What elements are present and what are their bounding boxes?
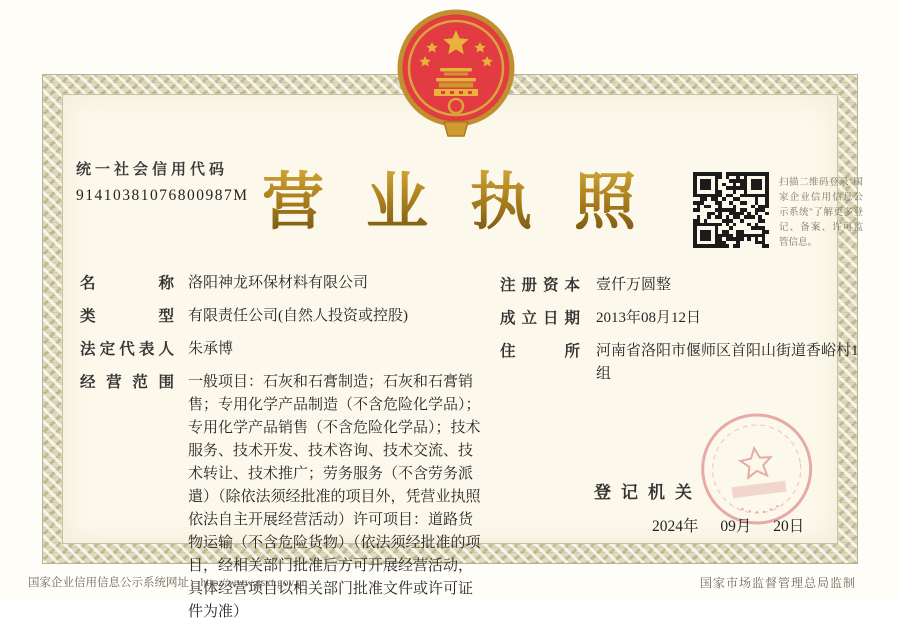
credit-code-block xyxy=(76,158,249,205)
issue-month: 09月 xyxy=(720,518,752,535)
registration-authority-label: 登记机关 xyxy=(594,483,702,502)
field-label: 经营范围 xyxy=(80,374,174,391)
field-value: 壹仟万圆整 xyxy=(596,277,672,293)
field-label: 名称 xyxy=(80,275,174,292)
field-label: 住所 xyxy=(500,343,580,360)
credit-code-value: 91410381076800987M xyxy=(76,187,249,204)
credit-code-label: 统一社会信用代码 xyxy=(76,161,229,178)
field-address xyxy=(500,340,872,386)
field-label: 类型 xyxy=(80,308,174,325)
field-name xyxy=(80,272,482,295)
field-type xyxy=(80,305,482,328)
field-establishment-date xyxy=(500,307,872,330)
field-label: 成立日期 xyxy=(500,310,580,327)
issue-date xyxy=(652,514,804,536)
field-value: 有限责任公司(自然人投资或控股) xyxy=(188,308,408,324)
footer-issuer: 国家市场监督管理总局监制 xyxy=(699,576,856,590)
field-value: 朱承博 xyxy=(188,341,234,357)
fields-right xyxy=(500,274,872,396)
field-value: 一般项目：石灰和石膏制造；石灰和石膏销售；专用化学产品制造（不含危险化学品）；专用化学产品销售（不含危险化学品）；技术服务、技术开发、技术咨询、技术交流、技术转让、技术推广；劳务服务（不含劳务派遣）（除依法须经批准的项目外，凭营业执照依法自主开展经营活动）许可项目：道路货物运输（不含危险货物）（依法须经批准的项目，经相关部门批准后方可开展经营活动，具体经营项目以相关部门批准文件或许可证件为准） xyxy=(188,374,481,620)
field-value: 洛阳神龙环保材料有限公司 xyxy=(188,275,369,291)
license-title: 营业执照 xyxy=(262,152,662,241)
qr-code xyxy=(693,172,769,248)
field-label: 法定代表人 xyxy=(80,341,174,358)
footer-publicity-url: 国家企业信用信息公示系统网址：http://www.gsxt.gov.cn xyxy=(28,577,308,589)
field-label: 注册资本 xyxy=(500,277,580,294)
issue-day: 20日 xyxy=(773,518,805,535)
field-value: 2013年08月12日 xyxy=(596,310,702,326)
field-value: 河南省洛阳市偃师区首阳山街道香峪村1组 xyxy=(596,343,859,382)
qr-caption: 扫描二维码登录"国家企业信用信息公示系统"了解更多登记、备案、许可监管信息。 xyxy=(779,178,863,248)
field-registered-capital xyxy=(500,274,872,297)
national-emblem-icon xyxy=(394,8,518,145)
issue-year: 2024年 xyxy=(652,518,699,535)
field-legal-representative xyxy=(80,338,482,361)
